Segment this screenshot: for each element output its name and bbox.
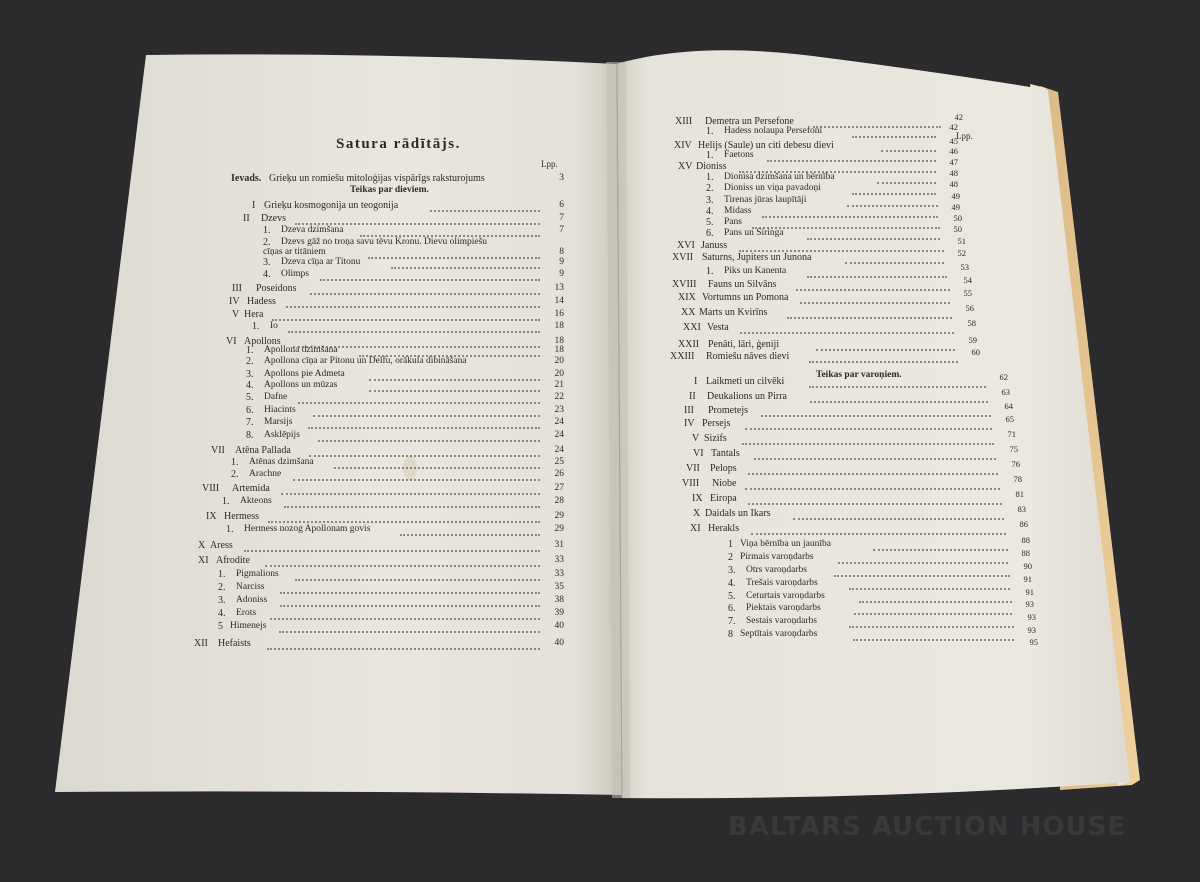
entry-number: 2 <box>728 552 733 563</box>
entry-number: IX <box>206 511 217 522</box>
section-heading: Teikas par varoņiem. <box>816 370 902 380</box>
entry-number: 2. <box>246 356 254 367</box>
entry-page: 88 <box>1021 535 1030 545</box>
dot-leader <box>807 274 947 278</box>
entry-page: 42 <box>949 122 958 132</box>
watermark-text: BALTARS AUCTION HOUSE <box>728 812 1127 842</box>
dot-leader <box>293 477 540 481</box>
entry-number: X <box>198 540 206 551</box>
entry-page: 29 <box>554 511 564 521</box>
dot-leader <box>751 531 1006 535</box>
entry-page: 49 <box>951 202 960 212</box>
dot-leader <box>244 548 541 552</box>
dot-leader <box>754 456 996 460</box>
entry-page: 52 <box>957 248 966 258</box>
entry-page: 26 <box>554 469 564 479</box>
entry-page: 6 <box>559 200 564 210</box>
dot-leader <box>430 208 540 212</box>
entry-number: XVI <box>677 240 695 251</box>
entry-number: 5 <box>218 621 223 632</box>
entry-page: 64 <box>1004 401 1013 411</box>
entry-page: 62 <box>999 372 1008 382</box>
entry-number: 1. <box>222 496 230 507</box>
entry-number: 8. <box>246 430 254 441</box>
entry-number: VI <box>693 448 704 459</box>
dot-leader <box>809 384 986 388</box>
entry-number: VI <box>226 336 237 347</box>
dot-leader <box>368 255 540 259</box>
entry-page: 24 <box>554 417 564 427</box>
entry-title: Niobe <box>712 478 737 489</box>
dot-leader <box>745 486 1000 490</box>
entry-number: IV <box>229 296 240 307</box>
entry-number: 5. <box>706 217 714 228</box>
entry-page: 48 <box>949 168 958 178</box>
entry-number: VII <box>686 463 700 474</box>
page-column-label: Lpp. <box>956 131 973 141</box>
dot-leader <box>284 504 540 508</box>
entry-title: Tantals <box>711 448 740 459</box>
entry-page: 9 <box>559 269 564 279</box>
entry-page: 27 <box>554 483 564 493</box>
dot-leader <box>877 180 936 184</box>
entry-page: 33 <box>554 569 564 579</box>
entry-title: Aress <box>210 540 233 551</box>
entry-title: Viņa bērnība un jaunība <box>740 539 831 549</box>
entry-number: 2. <box>218 582 226 593</box>
entry-number: XIII <box>675 116 693 127</box>
entry-number: IX <box>692 493 703 504</box>
entry-number: 8 <box>728 629 733 640</box>
entry-title: Hermess nozog Apollonam govis <box>244 524 371 534</box>
entry-page: 31 <box>554 540 564 550</box>
dot-leader <box>265 563 540 567</box>
entry-title: Vesta <box>707 322 729 333</box>
entry-title: Demetra un Persefone <box>705 116 794 127</box>
entry-number: 1. <box>706 150 714 161</box>
entry-number: VII <box>211 445 225 456</box>
dot-leader <box>834 573 1010 577</box>
entry-title: Otrs varoņdarbs <box>746 565 807 575</box>
entry-title: Apollons un mūzas <box>264 380 338 390</box>
entry-number: 6. <box>728 603 736 614</box>
entry-title: Fauns un Silvāns <box>708 279 777 290</box>
entry-title: Hiacints <box>264 405 296 415</box>
entry-page: 16 <box>554 309 564 319</box>
dot-leader <box>809 359 958 363</box>
entry-title: Io <box>270 321 278 331</box>
entry-number: III <box>232 283 242 294</box>
entry-page: 9 <box>559 257 564 267</box>
entry-number: 1. <box>706 266 714 277</box>
entry-page: 60 <box>971 347 980 357</box>
entry-page: 28 <box>554 496 564 506</box>
entry-page: 40 <box>554 621 564 631</box>
dot-leader <box>787 315 952 319</box>
entry-title: Dioniss <box>696 161 727 172</box>
entry-title: Helijs (Saule) un citi debesu dievi <box>698 140 834 151</box>
entry-page: 65 <box>1005 414 1014 424</box>
dot-leader <box>298 400 541 404</box>
entry-title: Marsijs <box>264 417 293 427</box>
toc-title: Satura rādītājs. <box>336 136 461 152</box>
entry-page: 47 <box>949 157 958 167</box>
entry-title: Romiešu nāves dievi <box>706 351 790 362</box>
entry-number: XIV <box>674 140 692 151</box>
entry-page: 18 <box>554 336 564 346</box>
entry-page: 13 <box>554 283 564 293</box>
entry-page: 53 <box>960 262 969 272</box>
entry-number: 3. <box>706 195 714 206</box>
entry-number: 6. <box>706 228 714 239</box>
entry-title: Asklēpijs <box>264 430 300 440</box>
entry-number: VIII <box>682 478 700 489</box>
entry-number: II <box>689 391 696 402</box>
entry-title: Atēnas dzimšana <box>249 457 314 467</box>
entry-title: Dzeva dzimšana <box>281 225 344 235</box>
entry-title: Piektais varoņdarbs <box>746 603 821 613</box>
entry-page: 20 <box>554 356 564 366</box>
entry-title: Hera <box>244 309 264 320</box>
entry-page: 56 <box>965 303 974 313</box>
entry-title: Septītais varoņdarbs <box>740 629 818 639</box>
entry-title: Pans <box>724 217 742 227</box>
entry-number: 4. <box>218 608 226 619</box>
dot-leader <box>288 329 540 333</box>
dot-leader <box>740 330 954 334</box>
entry-page: 24 <box>554 445 564 455</box>
entry-page: 90 <box>1023 561 1032 571</box>
entry-number: V <box>692 433 700 444</box>
entry-number: 2. <box>263 237 271 248</box>
entry-page: 18 <box>554 321 564 331</box>
entry-title: Dzevs <box>261 213 286 224</box>
dot-leader <box>280 603 540 607</box>
dot-leader <box>854 611 1012 615</box>
entry-page: 48 <box>949 179 958 189</box>
entry-number: XI <box>198 555 209 566</box>
entry-title: Dzeva cīņa ar Titonu <box>281 257 361 267</box>
entry-title: Akteons <box>240 496 272 506</box>
dot-leader <box>742 441 994 445</box>
entry-title: Erots <box>236 608 257 618</box>
entry-page: 59 <box>968 335 977 345</box>
dot-leader <box>852 134 936 138</box>
entry-title: Apollona dzimšana <box>264 345 338 355</box>
entry-page: 14 <box>554 296 564 306</box>
entry-page: 49 <box>951 191 960 201</box>
entry-number: 3. <box>246 369 254 380</box>
entry-page: 51 <box>957 236 966 246</box>
entry-title: Artemida <box>232 483 270 494</box>
dot-leader <box>279 629 540 633</box>
dot-leader <box>369 377 540 381</box>
entry-number: XV <box>678 161 693 172</box>
entry-title: Saturns, Jupiters un Junona <box>702 252 812 263</box>
entry-title: Marts un Kvirīns <box>699 307 768 318</box>
entry-title: Olimps <box>281 269 309 279</box>
entry-title: Hadess nolaupa Persefoni <box>724 126 823 136</box>
dot-leader <box>313 413 540 417</box>
dot-leader <box>748 471 998 475</box>
entry-number: I <box>694 376 698 387</box>
entry-title: Hermess <box>224 511 259 522</box>
entry-page: 7 <box>559 225 564 235</box>
entry-title: Apollona cīņa ar Pitonu un Delfu, orākula dibināšana <box>264 356 467 366</box>
entry-title: Grieķu kosmogonija un teogonija <box>264 200 399 211</box>
entry-number: 7. <box>246 417 254 428</box>
entry-title: Himenejs <box>230 621 267 631</box>
entry-page: 91 <box>1023 574 1032 584</box>
entry-page: 58 <box>967 318 976 328</box>
entry-title: Apollons <box>244 336 281 347</box>
dot-leader <box>295 577 540 581</box>
entry-page: 93 <box>1027 625 1036 635</box>
dot-leader <box>280 590 540 594</box>
dot-leader <box>334 465 541 469</box>
intro-text: Grieķu un romiešu mitoloģijas vispārīgs raksturojums <box>269 173 485 184</box>
entry-number: 4. <box>263 269 271 280</box>
entry-page: 38 <box>554 595 564 605</box>
entry-number: XVII <box>672 252 694 263</box>
intro-label: Ievads. <box>231 173 262 184</box>
entry-page: 20 <box>554 369 564 379</box>
entry-page: 21 <box>554 380 564 390</box>
entry-title: Afrodite <box>216 555 250 566</box>
entry-page: 33 <box>554 555 564 565</box>
entry-page: 54 <box>963 275 972 285</box>
entry-page: 45 <box>949 136 958 146</box>
entry-title: Deukalions un Pirra <box>707 391 787 402</box>
entry-number: 1. <box>706 172 714 183</box>
entry-title: Pigmalions <box>236 569 279 579</box>
entry-page: 78 <box>1013 474 1022 484</box>
dot-leader <box>807 236 940 240</box>
entry-number: 1. <box>218 569 226 580</box>
dot-leader <box>849 624 1014 628</box>
dot-leader <box>761 413 991 417</box>
entry-title: Penāti, lāri, ģeniji <box>708 339 780 350</box>
entry-number: 1. <box>231 457 239 468</box>
intro-page: 3 <box>559 173 564 183</box>
entry-number: VIII <box>202 483 220 494</box>
entry-number: 4. <box>246 380 254 391</box>
entry-title: Daidals un Ikars <box>705 508 771 519</box>
dot-leader <box>267 646 540 650</box>
entry-page: 35 <box>554 582 564 592</box>
entry-number: XII <box>194 638 208 649</box>
dot-leader <box>810 399 988 403</box>
entry-number: 1. <box>252 321 260 332</box>
entry-number: 3. <box>218 595 226 606</box>
entry-title: Ceturtais varoņdarbs <box>746 591 825 601</box>
entry-title: Persejs <box>702 418 731 429</box>
entry-page: 42 <box>954 112 963 122</box>
entry-page: 29 <box>554 524 564 534</box>
entry-title: Faetons <box>724 150 754 160</box>
entry-title: Dioniss un viņa pavadoņi <box>724 183 821 193</box>
page-column-label: Lpp. <box>541 159 558 169</box>
dot-leader <box>813 124 941 128</box>
entry-title: cīņas ar titāniem <box>263 247 326 257</box>
dot-leader <box>793 516 1004 520</box>
entry-title: Pelops <box>710 463 737 474</box>
dot-leader <box>873 547 1008 551</box>
dot-leader <box>286 304 540 308</box>
dot-leader <box>748 501 1002 505</box>
entry-page: 8 <box>559 247 564 257</box>
entry-title: Eiropa <box>710 493 737 504</box>
entry-number: 2. <box>231 469 239 480</box>
entry-number: 4. <box>706 206 714 217</box>
entry-page: 55 <box>963 288 972 298</box>
entry-page: 24 <box>554 430 564 440</box>
entry-number: 1. <box>246 345 254 356</box>
entry-number: 5. <box>246 392 254 403</box>
entry-page: 88 <box>1021 548 1030 558</box>
dot-leader <box>767 158 936 162</box>
dot-leader <box>308 425 540 429</box>
entry-number: I <box>252 200 256 211</box>
entry-title: Poseidons <box>256 283 297 294</box>
entry-number: XI <box>690 523 701 534</box>
dot-leader <box>881 148 936 152</box>
dot-leader <box>318 438 540 442</box>
dot-leader <box>369 388 540 392</box>
dot-leader <box>796 287 950 291</box>
entry-page: 83 <box>1017 504 1026 514</box>
dot-leader <box>816 347 955 351</box>
entry-page: 93 <box>1027 612 1036 622</box>
dot-leader <box>270 616 541 620</box>
entry-page: 50 <box>953 213 962 223</box>
entry-title: Laikmeti un cilvēki <box>706 376 785 387</box>
entry-page: 18 <box>554 345 564 355</box>
entry-page: 71 <box>1007 429 1016 439</box>
entry-number: XXIII <box>670 351 695 362</box>
dot-leader <box>268 519 540 523</box>
entry-number: 7. <box>728 616 736 627</box>
entry-title: Januss <box>701 240 728 251</box>
entry-title: Atēna Pallada <box>235 445 291 456</box>
entry-title: Hefaists <box>218 638 251 649</box>
dot-leader <box>391 265 540 269</box>
entry-number: 6. <box>246 405 254 416</box>
dot-leader <box>800 300 950 304</box>
entry-number: 3. <box>263 257 271 268</box>
entry-page: 91 <box>1025 587 1034 597</box>
entry-title: Narciss <box>236 582 265 592</box>
entry-number: 1. <box>226 524 234 535</box>
entry-page: 7 <box>559 213 564 223</box>
entry-number: 1 <box>728 539 733 550</box>
entry-title: Pans un Siringa <box>724 228 784 238</box>
entry-number: IV <box>684 418 695 429</box>
entry-title: Apollons pie Admeta <box>264 369 345 379</box>
dot-leader <box>281 491 540 495</box>
entry-page: 39 <box>554 608 564 618</box>
dot-leader <box>400 532 540 536</box>
dot-leader <box>310 291 540 295</box>
entry-title: Midass <box>724 206 752 216</box>
entry-page: 63 <box>1001 387 1010 397</box>
entry-number: II <box>243 213 250 224</box>
entry-page: 50 <box>953 224 962 234</box>
dot-leader <box>309 453 540 457</box>
entry-title: Piks un Kanenta <box>724 266 787 276</box>
section-heading: Teikas par dieviem. <box>350 185 429 195</box>
entry-number: 1. <box>706 126 714 137</box>
dot-leader <box>745 426 992 430</box>
entry-number: 5. <box>728 591 736 602</box>
dot-leader <box>853 637 1014 641</box>
entry-title: Adoniss <box>236 595 268 605</box>
entry-title: Vortumns un Pomona <box>702 292 789 303</box>
entry-page: 75 <box>1009 444 1018 454</box>
entry-number: XX <box>681 307 696 318</box>
entry-title: Sestais varoņdarbs <box>746 616 817 626</box>
entry-number: 1. <box>263 225 271 236</box>
entry-title: Dafne <box>264 392 288 402</box>
entry-title: Tirenas jūras laupītāji <box>724 195 807 205</box>
entry-title: Hadess <box>247 296 276 307</box>
entry-number: XXII <box>678 339 700 350</box>
entry-number: V <box>232 309 240 320</box>
entry-number: 3. <box>728 565 736 576</box>
dot-leader <box>845 260 944 264</box>
entry-page: 95 <box>1029 637 1038 647</box>
entry-title: Dzevs gāž no troņa savu tēvu Kronu. Dievu olimpiešu <box>281 237 488 247</box>
entry-title: Dionisa dzimšana un bērnība <box>724 172 835 182</box>
dot-leader <box>849 586 1010 590</box>
entry-page: 76 <box>1011 459 1020 469</box>
dot-leader <box>838 560 1008 564</box>
entry-number: X <box>693 508 701 519</box>
entry-page: 93 <box>1025 599 1034 609</box>
entry-number: XIX <box>678 292 696 303</box>
entry-title: Arachne <box>249 469 282 479</box>
entry-number: III <box>684 405 694 416</box>
entry-title: Pirmais varoņdarbs <box>740 552 814 562</box>
dot-leader <box>859 599 1012 603</box>
entry-title: Prometejs <box>708 405 748 416</box>
entry-title: Trešais varoņdarbs <box>746 578 818 588</box>
entry-page: 23 <box>554 405 564 415</box>
entry-title: Herakls <box>708 523 740 534</box>
dot-leader <box>847 203 938 207</box>
entry-page: 22 <box>554 392 564 402</box>
dot-leader <box>272 317 540 321</box>
entry-page: 46 <box>949 146 958 156</box>
entry-title: Sizifs <box>704 433 727 444</box>
dot-leader <box>320 277 540 281</box>
entry-page: 40 <box>554 638 564 648</box>
entry-number: 2. <box>706 183 714 194</box>
entry-number: 4. <box>728 578 736 589</box>
entry-page: 86 <box>1019 519 1028 529</box>
dot-leader <box>852 191 936 195</box>
entry-number: XVIII <box>672 279 697 290</box>
entry-number: XXI <box>683 322 701 333</box>
entry-page: 81 <box>1015 489 1024 499</box>
dot-leader <box>762 214 938 218</box>
entry-page: 25 <box>554 457 564 467</box>
